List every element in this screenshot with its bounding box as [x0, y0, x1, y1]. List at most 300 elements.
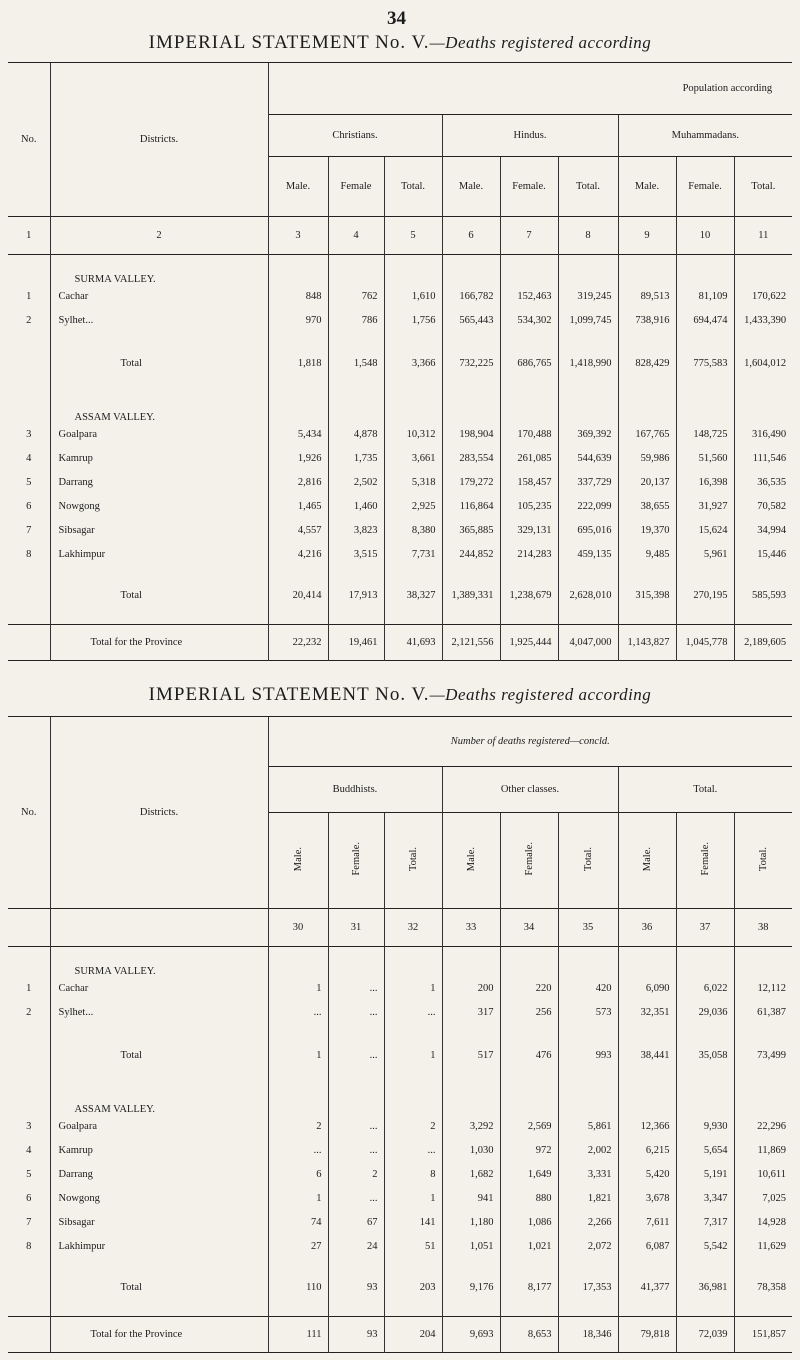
total-cell: 38,327: [384, 567, 442, 625]
column-number: 1: [8, 217, 50, 255]
district-label: Cachar: [58, 983, 89, 994]
column-number: 8: [558, 217, 618, 255]
district-label: Lakhimpur: [58, 549, 106, 560]
table-row: [8, 447, 792, 471]
row-number: 6: [26, 1193, 32, 1204]
cell-blank: [384, 255, 442, 285]
subcolumn-label: Female.: [350, 842, 362, 876]
table-cell: 972: [500, 1139, 558, 1163]
cell-blank: [384, 395, 442, 423]
row-number: 8: [26, 549, 32, 560]
table-cell: 1,821: [558, 1187, 618, 1211]
district-name: [50, 543, 268, 567]
row-number: 1: [26, 983, 32, 994]
cell-blank: [734, 1087, 792, 1115]
table-cell: 81,109: [676, 285, 734, 309]
column-number: 10: [676, 217, 734, 255]
district-name: [50, 423, 268, 447]
district-name: [50, 447, 268, 471]
table-cell: ...: [328, 1139, 384, 1163]
table-cell: 7,317: [676, 1211, 734, 1235]
district-name: [50, 309, 268, 333]
table-row: [8, 495, 792, 519]
district-name: [50, 471, 268, 495]
total-cell: 1,418,990: [558, 333, 618, 395]
page-number: 34: [387, 8, 406, 29]
subcolumn-header: [268, 813, 328, 909]
column-number: 7: [500, 217, 558, 255]
total-label: Total: [50, 1259, 268, 1317]
total-cell: 72,039: [676, 1317, 734, 1353]
table-cell: 848: [268, 285, 328, 309]
total-cell: 2,121,556: [442, 625, 500, 661]
cell-blank: [734, 395, 792, 423]
table-cell: 179,272: [442, 471, 500, 495]
cell-blank: [8, 395, 50, 423]
row-number: 5: [26, 477, 32, 488]
row-number: 8: [26, 1241, 32, 1252]
table-cell: 2,816: [268, 471, 328, 495]
total-cell: 36,981: [676, 1259, 734, 1317]
cell-blank: [676, 947, 734, 977]
cell-blank: [558, 1087, 618, 1115]
cell-blank: [618, 255, 676, 285]
table-cell: 2,925: [384, 495, 442, 519]
table-cell: 6,087: [618, 1235, 676, 1259]
total-cell: 775,583: [676, 333, 734, 395]
table-cell: 32,351: [618, 1001, 676, 1025]
column-number: 36: [618, 909, 676, 947]
total-label: Total: [50, 567, 268, 625]
table-cell: ...: [328, 1001, 384, 1025]
table-row: [8, 519, 792, 543]
table-cell: 7,611: [618, 1211, 676, 1235]
table-cell: 220: [500, 977, 558, 1001]
cell-blank: [328, 395, 384, 423]
table-cell: 5,961: [676, 543, 734, 567]
table-cell: 22,296: [734, 1115, 792, 1139]
total-cell: 110: [268, 1259, 328, 1317]
total-cell: 204: [384, 1317, 442, 1353]
table-cell: 534,302: [500, 309, 558, 333]
row-number: 2: [26, 1007, 32, 1018]
total-cell: 476: [500, 1025, 558, 1087]
statement-title-main: IMPERIAL STATEMENT No. V.: [148, 684, 430, 705]
cell-blank: [618, 1087, 676, 1115]
total-cell: 17,353: [558, 1259, 618, 1317]
total-cell: 9,693: [442, 1317, 500, 1353]
table-cell: 9,485: [618, 543, 676, 567]
total-cell: 270,195: [676, 567, 734, 625]
total-cell: 41,693: [384, 625, 442, 661]
subcolumn-header: Total.: [734, 157, 792, 217]
total-cell: 1,389,331: [442, 567, 500, 625]
district-name: [50, 1211, 268, 1235]
total-cell: 585,593: [734, 567, 792, 625]
district-label: Cachar: [58, 291, 89, 302]
total-cell: 151,857: [734, 1317, 792, 1353]
district-label: Darrang: [58, 1169, 93, 1180]
table-cell: 167,765: [618, 423, 676, 447]
table-cell: 6: [268, 1163, 328, 1187]
table-row: [8, 1163, 792, 1187]
table-cell: 27: [268, 1235, 328, 1259]
table-cell: 786: [328, 309, 384, 333]
table-cell: 222,099: [558, 495, 618, 519]
total-label: Total for the Province: [50, 1317, 268, 1353]
deaths-header: Number of deaths registered—concld.: [268, 717, 792, 767]
total-cell: 1: [268, 1025, 328, 1087]
cell-blank: [734, 947, 792, 977]
group-header: Buddhists.: [268, 767, 442, 813]
table-cell: 166,782: [442, 285, 500, 309]
group-header: Christians.: [268, 115, 442, 157]
table-cell: 762: [328, 285, 384, 309]
total-cell: 2,189,605: [734, 625, 792, 661]
subcolumn-label: Male.: [641, 846, 653, 872]
cell-blank: [328, 255, 384, 285]
cell-blank: [8, 1025, 50, 1087]
subcolumn-header: Male.: [618, 157, 676, 217]
table-cell: 214,283: [500, 543, 558, 567]
cell-blank: [558, 395, 618, 423]
table-cell: 4,216: [268, 543, 328, 567]
column-number-blank: [50, 909, 268, 947]
table-cell: 16,398: [676, 471, 734, 495]
row-number: 7: [26, 1217, 32, 1228]
table-cell: 337,729: [558, 471, 618, 495]
table-cell: 1: [268, 1187, 328, 1211]
total-cell: 93: [328, 1317, 384, 1353]
total-cell: 38,441: [618, 1025, 676, 1087]
table-cell: 24: [328, 1235, 384, 1259]
table-cell: 329,131: [500, 519, 558, 543]
table-cell: 244,852: [442, 543, 500, 567]
subcolumn-header: Female.: [676, 157, 734, 217]
total-cell: 20,414: [268, 567, 328, 625]
table-cell: 11,629: [734, 1235, 792, 1259]
cell-blank: [8, 255, 50, 285]
table-cell: 1,021: [500, 1235, 558, 1259]
table-cell: 116,864: [442, 495, 500, 519]
total-cell: 1,604,012: [734, 333, 792, 395]
district-label: Kamrup: [58, 1145, 93, 1156]
total-cell: 1,548: [328, 333, 384, 395]
subcolumn-header: Total.: [384, 157, 442, 217]
table-cell: 67: [328, 1211, 384, 1235]
column-number: 3: [268, 217, 328, 255]
table-cell: 3,678: [618, 1187, 676, 1211]
population-header: Population according: [268, 63, 792, 115]
statement-title-sub: —Deaths registered according: [429, 33, 652, 52]
table-cell: 283,554: [442, 447, 500, 471]
cell-blank: [8, 1087, 50, 1115]
table-cell: 51,560: [676, 447, 734, 471]
total-cell: 732,225: [442, 333, 500, 395]
district-label: Darrang: [58, 477, 93, 488]
total-cell: 828,429: [618, 333, 676, 395]
column-number: 32: [384, 909, 442, 947]
table-cell: 152,463: [500, 285, 558, 309]
table-cell: 141: [384, 1211, 442, 1235]
table-cell: 200: [442, 977, 500, 1001]
cell-blank: [442, 255, 500, 285]
subcolumn-label: Total.: [757, 846, 769, 872]
total-cell: 686,765: [500, 333, 558, 395]
section-heading-row: [8, 395, 792, 423]
total-cell: 35,058: [676, 1025, 734, 1087]
group-header: Muhammadans.: [618, 115, 792, 157]
subcolumn-header: Male.: [442, 157, 500, 217]
total-cell: 93: [328, 1259, 384, 1317]
table-cell: 4,557: [268, 519, 328, 543]
table-cell: 3,661: [384, 447, 442, 471]
total-cell: 19,461: [328, 625, 384, 661]
group-header: Total.: [618, 767, 792, 813]
cell-blank: [618, 947, 676, 977]
column-number: 5: [384, 217, 442, 255]
subcolumn-label: Male.: [465, 846, 477, 872]
subcolumn-header: [442, 813, 500, 909]
table-cell: 1,649: [500, 1163, 558, 1187]
cell-blank: [734, 255, 792, 285]
cell-blank: [8, 625, 50, 661]
table-cell: 1,465: [268, 495, 328, 519]
district-label: Nowgong: [58, 1193, 100, 1204]
table-cell: 1,099,745: [558, 309, 618, 333]
table-cell: 5,420: [618, 1163, 676, 1187]
table-cell: 2,072: [558, 1235, 618, 1259]
table-cell: 7,731: [384, 543, 442, 567]
total-cell: 1,238,679: [500, 567, 558, 625]
row-number: 5: [26, 1169, 32, 1180]
cell-blank: [676, 1087, 734, 1115]
row-number: 1: [26, 291, 32, 302]
table-cell: 11,869: [734, 1139, 792, 1163]
subcolumn-header: Total.: [558, 157, 618, 217]
table-cell: 7,025: [734, 1187, 792, 1211]
table-cell: 5,191: [676, 1163, 734, 1187]
table-cell: ...: [328, 977, 384, 1001]
district-name: [50, 1115, 268, 1139]
table-cell: 12,112: [734, 977, 792, 1001]
total-cell: 73,499: [734, 1025, 792, 1087]
subcolumn-header: Male.: [268, 157, 328, 217]
table-cell: 2,002: [558, 1139, 618, 1163]
table-cell: 317: [442, 1001, 500, 1025]
table-cell: 70,582: [734, 495, 792, 519]
total-cell: 111: [268, 1317, 328, 1353]
table-cell: 261,085: [500, 447, 558, 471]
table-row: [8, 543, 792, 567]
cell-blank: [268, 395, 328, 423]
table-cell: 31,927: [676, 495, 734, 519]
cell-blank: [384, 947, 442, 977]
table-cell: 2,569: [500, 1115, 558, 1139]
section-heading-row: [8, 1087, 792, 1115]
total-row: [8, 1317, 792, 1353]
table-cell: 3,292: [442, 1115, 500, 1139]
total-row: [8, 1259, 792, 1317]
column-number: 2: [50, 217, 268, 255]
cell-blank: [8, 947, 50, 977]
col-districts-header: Districts.: [50, 717, 268, 909]
table-cell: 1,926: [268, 447, 328, 471]
table-cell: 158,457: [500, 471, 558, 495]
cell-blank: [676, 395, 734, 423]
table-cell: 10,312: [384, 423, 442, 447]
subcolumn-label: Total.: [407, 846, 419, 872]
column-number: 6: [442, 217, 500, 255]
row-number: 3: [26, 429, 32, 440]
table-cell: 105,235: [500, 495, 558, 519]
section-heading-row: [8, 255, 792, 285]
column-number: 38: [734, 909, 792, 947]
column-number: 9: [618, 217, 676, 255]
subcolumn-header: [558, 813, 618, 909]
table-cell: 8: [384, 1163, 442, 1187]
table-row: [8, 423, 792, 447]
table-cell: 1: [384, 977, 442, 1001]
total-row: [8, 333, 792, 395]
cell-blank: [442, 947, 500, 977]
table-cell: 10,611: [734, 1163, 792, 1187]
table-cell: 111,546: [734, 447, 792, 471]
table-cell: 198,904: [442, 423, 500, 447]
table-cell: 1,460: [328, 495, 384, 519]
total-cell: 8,653: [500, 1317, 558, 1353]
row-number: 3: [26, 1121, 32, 1132]
subcolumn-header: [384, 813, 442, 909]
table-cell: 5,542: [676, 1235, 734, 1259]
table-cell: 1,180: [442, 1211, 500, 1235]
table-cell: ...: [268, 1139, 328, 1163]
table-cell: ...: [384, 1139, 442, 1163]
table-cell: 256: [500, 1001, 558, 1025]
table-row: [8, 471, 792, 495]
total-label: Total: [50, 1025, 268, 1087]
table-cell: 970: [268, 309, 328, 333]
table-row: [8, 1235, 792, 1259]
subcolumn-header: [328, 813, 384, 909]
table-cell: 9,930: [676, 1115, 734, 1139]
table-cell: 1: [268, 977, 328, 1001]
table-cell: 565,443: [442, 309, 500, 333]
col-districts-header: Districts.: [50, 63, 268, 217]
table-cell: 316,490: [734, 423, 792, 447]
group-header: Hindus.: [442, 115, 618, 157]
table-cell: ...: [268, 1001, 328, 1025]
cell-blank: [268, 1087, 328, 1115]
table-cell: 420: [558, 977, 618, 1001]
cell-blank: [500, 1087, 558, 1115]
cell-blank: [8, 567, 50, 625]
district-name: [50, 1235, 268, 1259]
total-cell: 8,177: [500, 1259, 558, 1317]
table-cell: 3,331: [558, 1163, 618, 1187]
column-number: 31: [328, 909, 384, 947]
section-heading: SURMA VALLEY.: [50, 255, 268, 285]
district-label: Nowgong: [58, 501, 100, 512]
total-cell: 3,366: [384, 333, 442, 395]
table-cell: 6,022: [676, 977, 734, 1001]
table-cell: ...: [328, 1187, 384, 1211]
table-cell: 29,036: [676, 1001, 734, 1025]
subcolumn-header: [500, 813, 558, 909]
total-cell: 517: [442, 1025, 500, 1087]
table-row: [8, 977, 792, 1001]
column-number: 37: [676, 909, 734, 947]
table-cell: 1,433,390: [734, 309, 792, 333]
table-cell: 38,655: [618, 495, 676, 519]
cell-blank: [8, 1259, 50, 1317]
table-cell: 89,513: [618, 285, 676, 309]
table-cell: 148,725: [676, 423, 734, 447]
district-name: [50, 495, 268, 519]
district-label: Goalpara: [58, 1121, 97, 1132]
total-cell: 1,045,778: [676, 625, 734, 661]
district-label: Sylhet...: [58, 1007, 94, 1018]
table-cell: 459,135: [558, 543, 618, 567]
total-row: [8, 567, 792, 625]
subcolumn-label: Female.: [523, 842, 535, 876]
table-cell: 3,515: [328, 543, 384, 567]
subcolumn-label: Female.: [699, 842, 711, 876]
cell-blank: [8, 333, 50, 395]
table-cell: 3,347: [676, 1187, 734, 1211]
table-cell: 2,502: [328, 471, 384, 495]
statement-title-main: IMPERIAL STATEMENT No. V.: [148, 32, 430, 53]
table-cell: 15,446: [734, 543, 792, 567]
table-cell: 2: [328, 1163, 384, 1187]
subcolumn-header: Female: [328, 157, 384, 217]
row-number: 7: [26, 525, 32, 536]
table-cell: ...: [384, 1001, 442, 1025]
table-cell: 2: [268, 1115, 328, 1139]
cell-blank: [676, 255, 734, 285]
table-cell: 61,387: [734, 1001, 792, 1025]
table-row: [8, 285, 792, 309]
table-cell: 5,861: [558, 1115, 618, 1139]
table-cell: 544,639: [558, 447, 618, 471]
table-cell: 694,474: [676, 309, 734, 333]
total-cell: 9,176: [442, 1259, 500, 1317]
district-label: Sibsagar: [58, 525, 95, 536]
cell-blank: [268, 255, 328, 285]
table-cell: 1,610: [384, 285, 442, 309]
col-no-header: No.: [8, 63, 50, 217]
table-cell: 20,137: [618, 471, 676, 495]
total-cell: 2,628,010: [558, 567, 618, 625]
total-label: Total for the Province: [50, 625, 268, 661]
district-name: [50, 519, 268, 543]
column-number: 34: [500, 909, 558, 947]
total-cell: 41,377: [618, 1259, 676, 1317]
table-cell: 1,735: [328, 447, 384, 471]
total-cell: ...: [328, 1025, 384, 1087]
total-cell: 18,346: [558, 1317, 618, 1353]
cell-blank: [500, 255, 558, 285]
table-cell: 1,086: [500, 1211, 558, 1235]
district-label: Lakhimpur: [58, 1241, 106, 1252]
column-number: 35: [558, 909, 618, 947]
total-cell: 4,047,000: [558, 625, 618, 661]
total-cell: 78,358: [734, 1259, 792, 1317]
column-number: 30: [268, 909, 328, 947]
table-cell: 34,994: [734, 519, 792, 543]
district-label: Sibsagar: [58, 1217, 95, 1228]
district-label: Goalpara: [58, 429, 97, 440]
